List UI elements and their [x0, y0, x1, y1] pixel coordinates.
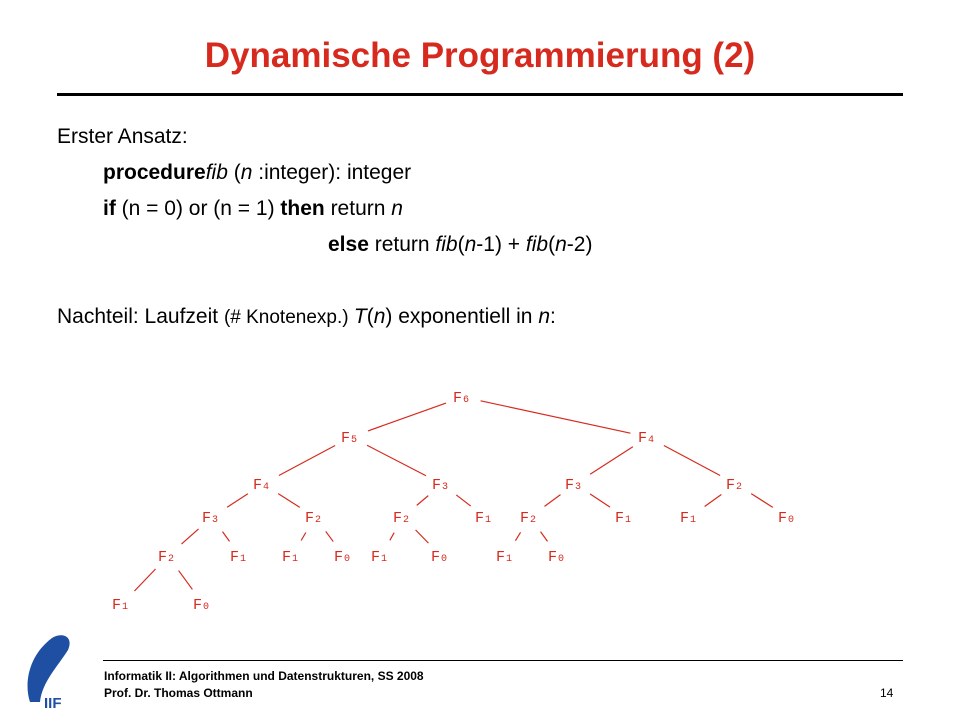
text: T: [353, 305, 367, 328]
code-text: -1) +: [476, 233, 526, 256]
tree-edge: [664, 445, 720, 475]
tree-node-label: F1: [112, 597, 129, 614]
slide-title: Dynamische Programmierung (2): [204, 36, 756, 75]
tree-node-label: F5: [341, 430, 358, 447]
tree-node-label: F0: [193, 597, 210, 614]
text: :: [550, 305, 556, 328]
tree-node-label: F1: [496, 549, 513, 566]
tree-edge: [179, 571, 193, 590]
tree-node-label: F3: [565, 477, 582, 494]
fib-call: fib: [525, 233, 549, 256]
tree-node-label: F1: [680, 510, 697, 527]
tree-node-label: F0: [778, 510, 795, 527]
procedure-keyword: procedure: [103, 161, 206, 184]
tree-node-label: F4: [253, 477, 270, 494]
text: ) exponentiell in: [385, 305, 539, 328]
code-text: -2): [566, 233, 593, 256]
page-number: 14: [880, 686, 894, 700]
tree-node-label: F2: [305, 510, 322, 527]
tree-node-label: F1: [371, 549, 388, 566]
tree-edge: [279, 445, 335, 475]
tree-node-label: F1: [230, 549, 247, 566]
tree-edge: [545, 495, 561, 507]
code-text: return: [368, 233, 436, 256]
code-text: (: [457, 233, 465, 256]
tree-node-label: F2: [520, 510, 537, 527]
var-n: n: [391, 197, 403, 220]
tree-edge: [590, 494, 610, 507]
logo-swoosh: [28, 635, 70, 702]
tree-edge: [222, 532, 229, 542]
tree-node-label: F0: [548, 549, 565, 566]
logo-text: IIF: [44, 695, 62, 712]
footer-author: Prof. Dr. Thomas Ottmann: [104, 686, 253, 700]
intro-text: Erster Ansatz:: [57, 125, 188, 148]
code-text: (n = 0) or (n = 1): [115, 197, 281, 220]
code-text: (: [548, 233, 556, 256]
footer-rule: [103, 660, 903, 661]
code-text: (: [227, 161, 241, 184]
tree-edge: [227, 494, 248, 507]
text: n: [538, 305, 550, 328]
footer-course: Informatik II: Algorithmen und Datenstrukturen, SS 2008: [104, 669, 424, 683]
tree-edge: [515, 532, 520, 540]
text: n: [373, 305, 386, 328]
then-keyword: then: [280, 197, 325, 220]
else-keyword: else: [328, 233, 369, 256]
tree-node-label: F1: [475, 510, 492, 527]
tree-edge: [181, 529, 198, 544]
tree-edge: [367, 445, 426, 475]
code-text: :integer): integer: [252, 161, 412, 184]
tree-edge: [705, 494, 722, 506]
tree-edge: [368, 403, 446, 431]
tree-edge: [326, 531, 334, 541]
tree-node-label: F2: [393, 510, 410, 527]
tree-edge: [456, 495, 470, 506]
var-n: n: [464, 233, 477, 256]
fib-name: fib: [205, 161, 228, 184]
tree-node-label: F1: [615, 510, 632, 527]
tree-edge: [417, 496, 429, 506]
tree-node-label: F0: [431, 549, 448, 566]
tree-edge: [278, 494, 300, 508]
tree-edge: [540, 532, 547, 542]
text: Nachteil: Laufzeit: [57, 305, 224, 328]
tree-node-label: F2: [158, 549, 175, 566]
tree-node-label: F3: [432, 477, 449, 494]
fib-call: fib: [435, 233, 458, 256]
text: (# Knotenexp.): [223, 307, 354, 328]
tree-edge: [590, 447, 633, 475]
var-n: n: [555, 233, 567, 256]
iif-logo: [18, 632, 88, 712]
tree-node-label: F1: [282, 549, 299, 566]
tree-node-label: F3: [202, 510, 219, 527]
param-n: n: [240, 161, 253, 184]
tree-node-label: F4: [638, 430, 655, 447]
code-text: return: [324, 197, 392, 220]
tree-edge: [751, 494, 773, 508]
tree-edge: [301, 533, 306, 541]
if-keyword: if: [103, 197, 116, 220]
tree-edge: [134, 569, 155, 591]
tree-node-label: F6: [453, 390, 470, 407]
tree-edge: [416, 530, 429, 543]
tree-edge: [481, 401, 631, 433]
text: (: [366, 305, 374, 328]
tree-node-label: F0: [334, 549, 351, 566]
tree-node-label: F2: [726, 477, 743, 494]
tree-edge: [390, 533, 394, 541]
